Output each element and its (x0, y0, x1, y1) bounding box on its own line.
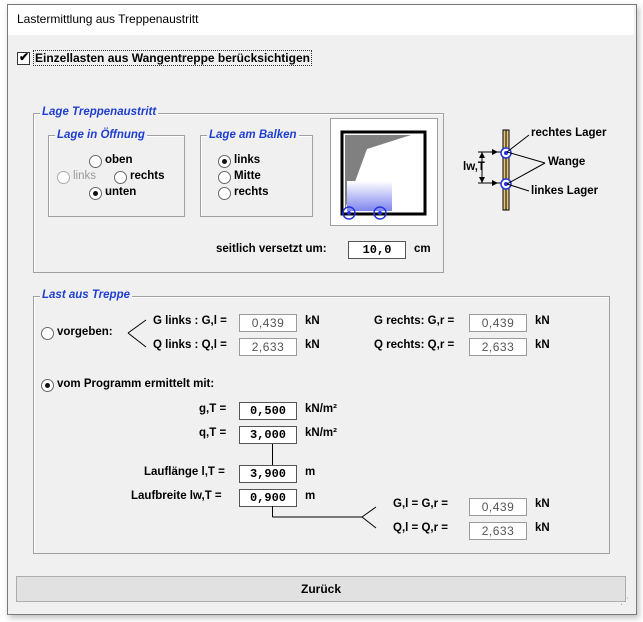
ql-qr-label: Q,l = Q,r = (393, 522, 448, 534)
offset-label: seitlich versetzt um: (216, 243, 327, 255)
ql-qr-field[interactable]: 2,633 (469, 522, 527, 540)
ql-qr-unit: kN (535, 522, 550, 534)
length-input[interactable]: 3,900 (239, 465, 297, 483)
radio-opening-right[interactable] (114, 171, 127, 184)
back-button[interactable]: Zurück (16, 576, 626, 602)
width-label: Laufbreite lw,T = (131, 490, 222, 502)
width-unit: m (305, 490, 316, 502)
g-left-field[interactable]: 0,439 (239, 314, 297, 332)
beam-legend: Lage am Balken (209, 129, 297, 141)
g-right-label: G rechts: G,r = (374, 315, 455, 327)
offset-input[interactable]: 10,0 (348, 241, 406, 259)
opening-diagram (330, 118, 438, 226)
q-t-input[interactable]: 3,000 (239, 426, 297, 444)
right-support-label: rechtes Lager (531, 127, 607, 139)
q-right-unit: kN (535, 339, 550, 351)
radio-opening-bottom[interactable] (89, 187, 102, 200)
include-loads-checkbox[interactable] (17, 52, 30, 65)
g-t-unit: kN/m² (305, 403, 337, 415)
specify-bracket (126, 318, 148, 350)
left-support-label: linkes Lager (531, 185, 599, 197)
connector-line (272, 444, 273, 466)
opening-legend: Lage in Öffnung (57, 129, 145, 141)
radio-beam-left[interactable] (218, 155, 231, 168)
gl-gr-field[interactable]: 0,439 (469, 498, 527, 516)
radio-beam-left-label: links (234, 154, 261, 166)
length-label: Lauflänge l,T = (144, 466, 225, 478)
radio-opening-left-label: links (73, 170, 97, 182)
lw-label: lw,T (463, 161, 485, 173)
window-title: Lastermittlung aus Treppenaustritt (17, 12, 199, 26)
radio-specify-label: vorgeben: (57, 326, 113, 338)
q-t-label: q,T = (199, 427, 227, 439)
position-legend: Lage Treppenaustritt (42, 106, 157, 118)
g-right-field[interactable]: 0,439 (469, 314, 527, 332)
radio-beam-middle[interactable] (218, 171, 231, 184)
q-right-field[interactable]: 2,633 (469, 338, 527, 356)
stair-opening-drawing (331, 119, 437, 225)
radio-beam-middle-label: Mitte (234, 170, 261, 182)
gl-gr-label: G,l = G,r = (393, 498, 448, 510)
radio-program[interactable] (41, 379, 54, 392)
length-unit: m (305, 466, 316, 478)
result-bracket (270, 506, 380, 538)
radio-opening-top[interactable] (89, 155, 102, 168)
radio-beam-right[interactable] (218, 187, 231, 200)
width-input[interactable]: 0,900 (239, 489, 297, 507)
g-left-label: G links : G,l = (153, 315, 227, 327)
radio-specify[interactable] (41, 327, 54, 340)
radio-opening-right-label: rechts (130, 170, 165, 182)
radio-program-label: vom Programm ermittelt mit: (57, 378, 215, 390)
g-right-unit: kN (535, 315, 550, 327)
q-right-label: Q rechts: Q,r = (374, 339, 455, 351)
load-legend: Last aus Treppe (42, 289, 130, 301)
radio-opening-left[interactable] (57, 171, 70, 184)
radio-beam-right-label: rechts (234, 186, 269, 198)
q-left-unit: kN (305, 339, 320, 351)
g-t-label: g,T = (199, 403, 227, 415)
q-left-field[interactable]: 2,633 (239, 338, 297, 356)
checkmark-icon: ✔ (19, 50, 30, 64)
gl-gr-unit: kN (535, 498, 550, 510)
g-t-input[interactable]: 0,500 (239, 402, 297, 420)
q-left-label: Q links : Q,l = (153, 339, 227, 351)
include-loads-label[interactable]: Einzellasten aus Wangentreppe berücksichtigen (35, 51, 310, 65)
q-t-unit: kN/m² (305, 427, 337, 439)
radio-opening-top-label: oben (105, 154, 133, 166)
g-left-unit: kN (305, 315, 320, 327)
offset-unit: cm (414, 243, 431, 255)
radio-opening-bottom-label: unten (105, 186, 137, 198)
resize-grip-icon[interactable]: ⋰ (620, 596, 629, 606)
stringer-label: Wange (548, 156, 586, 168)
